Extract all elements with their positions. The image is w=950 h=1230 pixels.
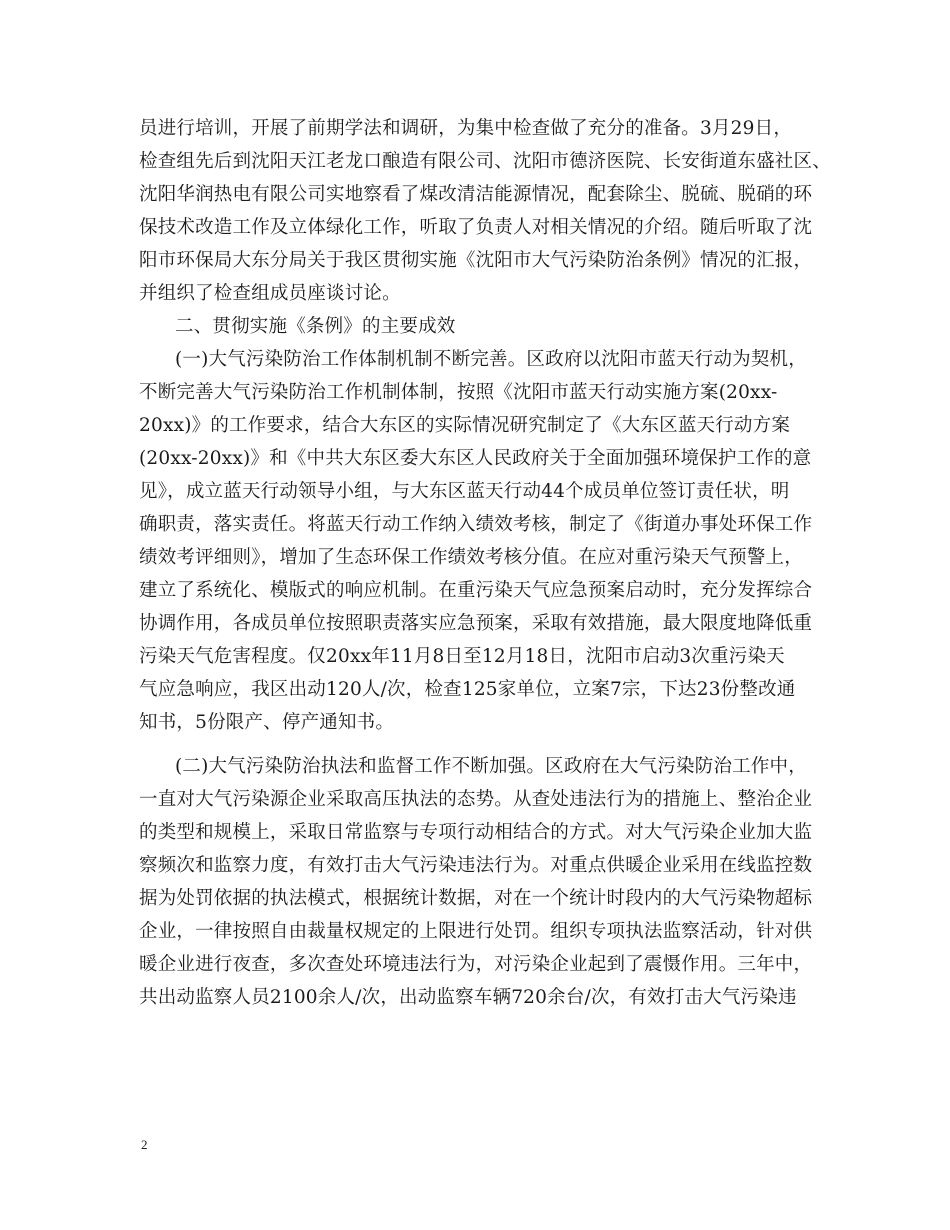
section-heading: 二、贯彻实施《条例》的主要成效 (175, 316, 456, 337)
text-line: (一)大气污染防治工作体制机制不断完善。区政府以沈阳市蓝天行动为契机， (175, 349, 807, 370)
text-line: 绩效考评细则》，增加了生态环保工作绩效考核分值。在应对重污染天气预警上， (139, 547, 803, 568)
text-line: 员进行培训，开展了前期学法和调研，为集中检查做了充分的准备。3月29日， (139, 118, 793, 139)
page-number: 2 (141, 1137, 148, 1152)
text-line: 确职责，落实责任。将蓝天行动工作纳入绩效考核，制定了《街道办事处环保工作 (139, 514, 813, 535)
text-line: 察频次和监察力度，有效打击大气污染违法行为。对重点供暖企业采用在线监控数 (139, 855, 813, 876)
text-line: 气应急响应，我区出动120人/次，检查125家单位，立案7宗，下达23份整改通 (139, 679, 796, 700)
text-line: 见》，成立蓝天行动领导小组，与大东区蓝天行动44个成员单位签订责任状，明 (139, 481, 790, 502)
text-line: 并组织了检查组成员座谈讨论。 (139, 283, 401, 304)
text-line: 的类型和规模上，采取日常监察与专项行动相结合的方式。对大气污染企业加大监 (139, 822, 813, 843)
text-line: 20xx)》的工作要求，结合大东区的实际情况研究制定了《大东区蓝天行动方案 (139, 415, 791, 436)
text-line: 保技术改造工作及立体绿化工作，听取了负责人对相关情况的介绍。随后听取了沈 (139, 217, 813, 238)
text-line: (20xx-20xx)》和《中共大东区委大东区人民政府关于全面加强环境保护工作的意 (139, 448, 812, 469)
text-line: 暖企业进行夜查，多次查处环境违法行为，对污染企业起到了震慑作用。三年中， (139, 954, 813, 975)
text-line: 知书，5份限产、停产通知书。 (139, 712, 395, 733)
text-line: 一直对大气污染源企业采取高压执法的态势。从查处违法行为的措施上、整治企业 (139, 789, 813, 810)
text-line: (二)大气污染防治执法和监督工作不断加强。区政府在大气污染防治工作中， (175, 756, 807, 777)
text-line: 不断完善大气污染防治工作机制体制，按照《沈阳市蓝天行动实施方案(20xx- (139, 382, 778, 403)
text-line: 共出动监察人员2100余人/次，出动监察车辆720余台/次，有效打击大气污染违 (139, 987, 797, 1008)
text-line: 阳市环保局大东分局关于我区贯彻实施《沈阳市大气污染防治条例》情况的汇报， (139, 250, 813, 271)
text-line: 检查组先后到沈阳天江老龙口酿造有限公司、沈阳市德济医院、长安街道东盛社区、 (139, 151, 831, 172)
text-line: 企业，一律按照自由裁量权规定的上限进行处罚。组织专项执法监察活动，针对供 (139, 921, 813, 942)
text-line: 污染天气危害程度。仅20xx年11月8日至12月18日，沈阳市启动3次重污染天 (139, 646, 785, 667)
text-line: 据为处罚依据的执法模式，根据统计数据，对在一个统计时段内的大气污染物超标 (139, 888, 813, 909)
text-line: 协调作用，各成员单位按照职责落实应急预案，采取有效措施，最大限度地降低重 (139, 613, 813, 634)
text-line: 沈阳华润热电有限公司实地察看了煤改清洁能源情况，配套除尘、脱硫、脱硝的环 (139, 184, 813, 205)
text-line: 建立了系统化、模版式的响应机制。在重污染天气应急预案启动时，充分发挥综合 (139, 580, 813, 601)
